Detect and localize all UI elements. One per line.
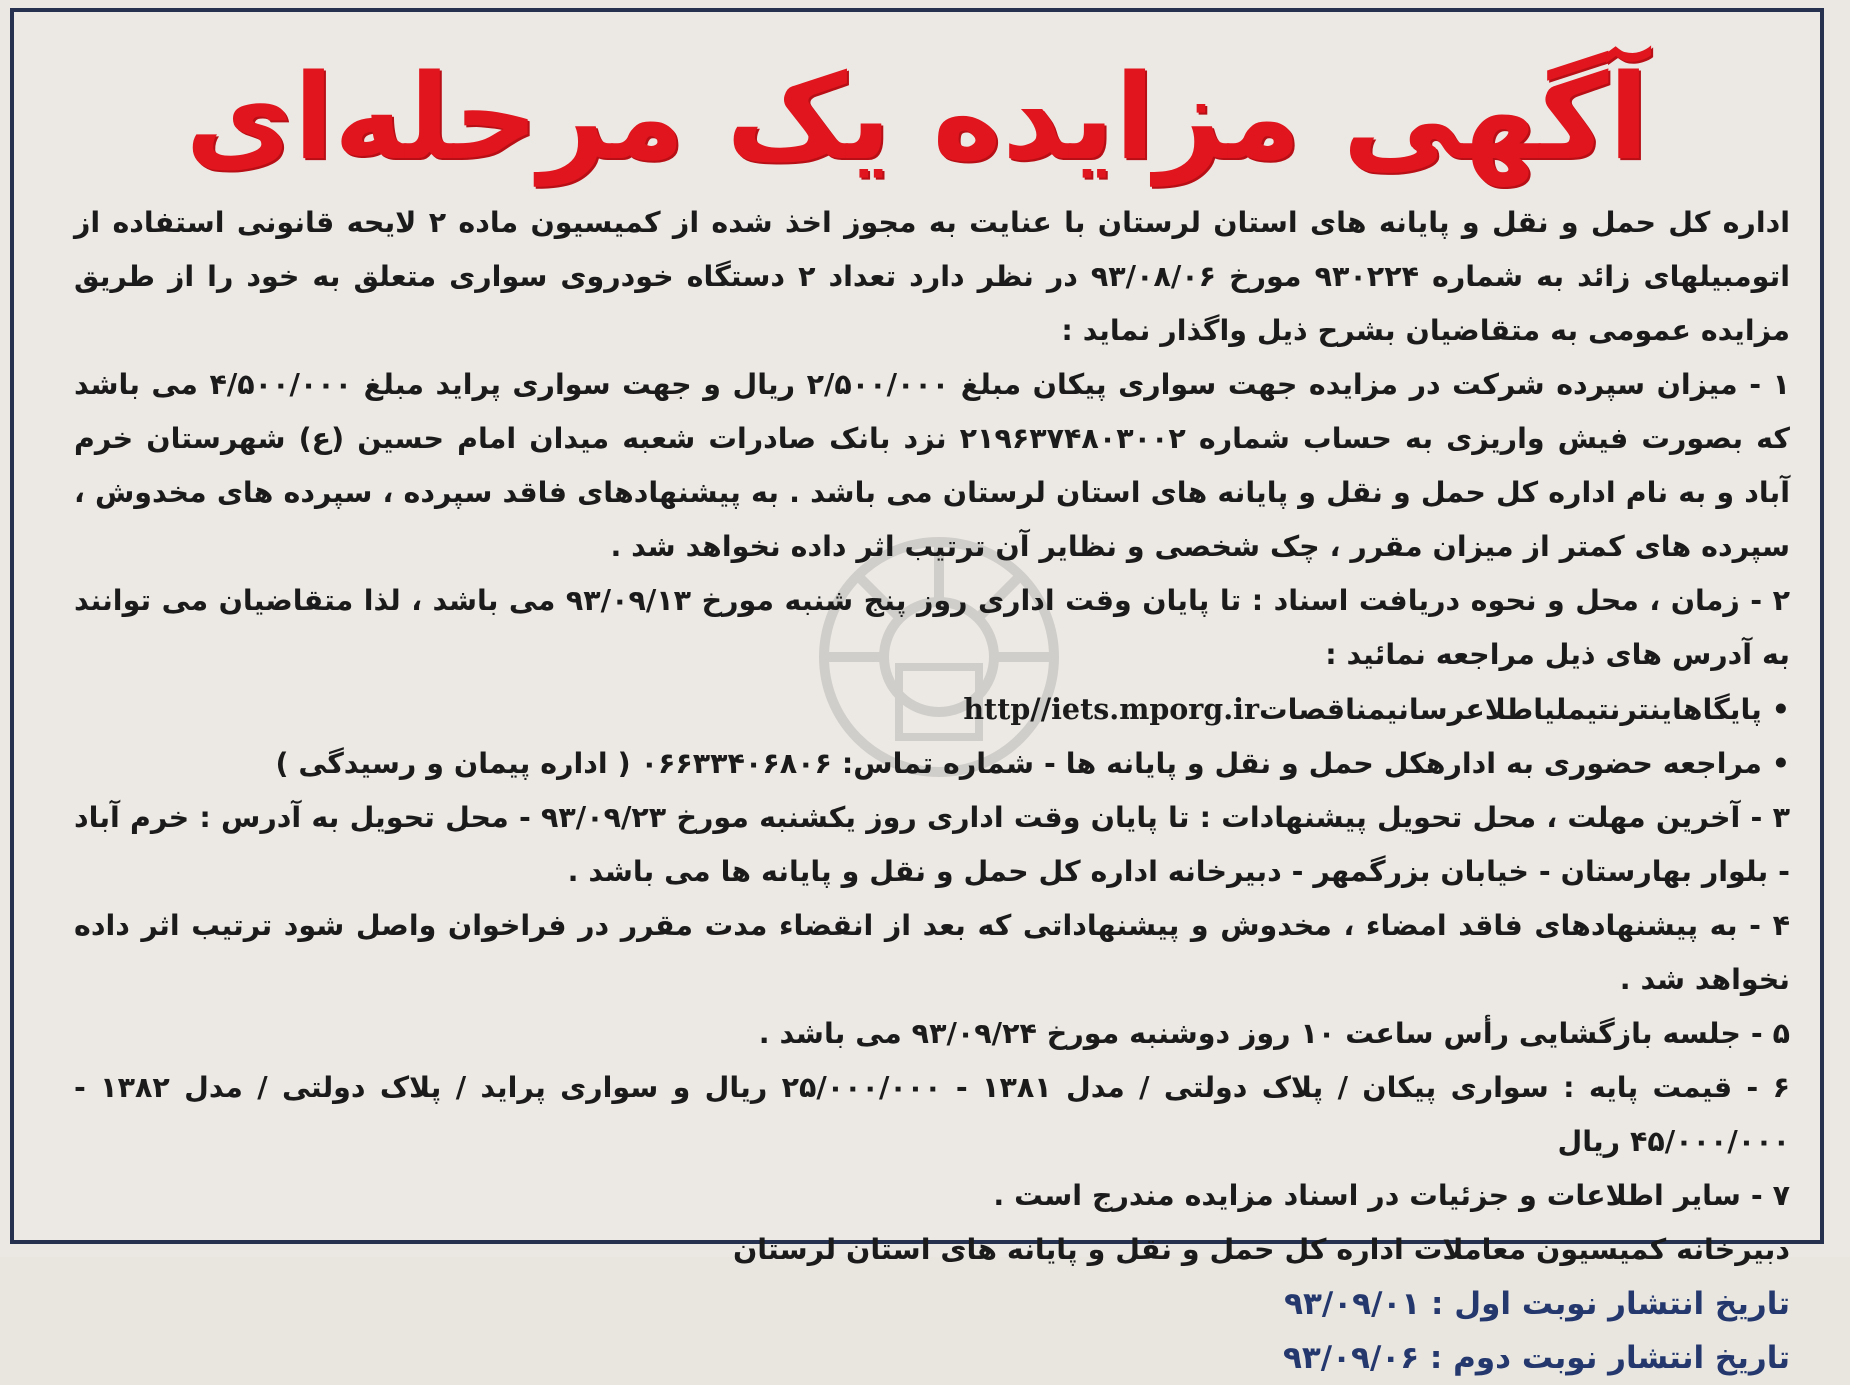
item-1: ۱ - میزان سپرده شرکت در مزایده جهت سواری پیکان مبلغ ۲/۵۰۰/۰۰۰ ریال و جهت سواری پراید مبلغ ۴/۵۰۰/۰۰۰ می باشد که بصورت فیش واریزی به حساب شماره ۲۱۹۶۳۷۴۸۰۳۰۰۲ نزد بانک صادرات شعبه میدان امام حسین (ع) شهرستان خرم آباد و به نام اداره کل حمل و نقل و پایانه های استان لرستان می باشد . به پیشنهادهای فاقد سپرده ، سپرده های مخدوش ، سپرده های کمتر از میزان مقرر ، چک شخصی و نظایر آن ترتیب اثر داده نخواهد شد . bbox=[74, 368, 1791, 563]
bullet-website bbox=[74, 682, 1790, 737]
bullet-in-person: • مراجعه حضوری به ادارهکل حمل و نقل و پایانه ها - شماره تماس: ۰۶۶۳۳۴۰۶۸۰۶ ( اداره پیمان و رسیدگی ) bbox=[275, 747, 1790, 780]
item-3: ۳ - آخرین مهلت ، محل تحویل پیشنهادات : تا پایان وقت اداری روز یکشنبه مورخ ۹۳/۰۹/۲۳ - محل تحویل به آدرس : خرم آباد - بلوار بهارستان - خیابان بزرگمهر - دبیرخانه اداره کل حمل و نقل و پایانه ها می باشد . bbox=[74, 801, 1790, 888]
website-url[interactable]: http//iets.mporg.ir bbox=[963, 692, 1259, 726]
notice-frame bbox=[10, 8, 1824, 1376]
item-6: ۶ - قیمت پایه : سواری پیکان / پلاک دولتی / مدل ۱۳۸۱ - ۲۵/۰۰۰/۰۰۰ ریال و سواری پراید / پلاک دولتی / مدل ۱۳۸۲ - ۴۵/۰۰۰/۰۰۰ ریال bbox=[74, 1071, 1790, 1158]
intro-paragraph: اداره کل حمل و نقل و پایانه های استان لرستان با عنایت به مجوز اخذ شده از کمیسیون ماده ۲ لایحه قانونی استفاده از اتومبیلهای زائد به شماره ۹۳۰۲۲۴ مورخ ۹۳/۰۸/۰۶ در نظر دارد تعداد ۲ دستگاه خودروی سواری متعلق به خود را از طریق مزایده عمومی به متقاضیان بشرح ذیل واگذار نماید : bbox=[74, 206, 1790, 347]
publish-date-first: تاریخ انتشار نوبت اول : ۹۳/۰۹/۰۱ bbox=[1284, 1286, 1790, 1322]
notice-title: آگهی مزایده یک مرحله‌ای bbox=[185, 48, 1649, 186]
publish-date-second: تاریخ انتشار نوبت دوم : ۹۳/۰۹/۰۶ bbox=[1282, 1340, 1790, 1376]
item-5: ۵ - جلسه بازگشایی رأس ساعت ۱۰ روز دوشنبه مورخ ۹۳/۰۹/۲۴ می باشد . bbox=[758, 1017, 1790, 1050]
signature: دبیرخانه کمیسیون معاملات اداره کل حمل و نقل و پایانه های استان لرستان bbox=[732, 1233, 1790, 1266]
bullet-website-label: • پایگاهاینترنتیملیاطلاعرسانیمناقصات bbox=[1259, 693, 1790, 726]
item-4: ۴ - به پیشنهادهای فاقد امضاء ، مخدوش و پیشنهاداتی که بعد از انقضاء مدت مقرر در فراخوان واصل شود ترتیب اثر داده نخواهد شد . bbox=[74, 909, 1790, 996]
notice-body bbox=[74, 196, 1790, 1385]
item-7: ۷ - سایر اطلاعات و جزئیات در اسناد مزایده مندرج است . bbox=[993, 1179, 1790, 1212]
item-2: ۲ - زمان ، محل و نحوه دریافت اسناد : تا پایان وقت اداری روز پنج شنبه مورخ ۹۳/۰۹/۱۳ می باشد ، لذا متقاضیان می توانند به آدرس های ذیل مراجعه نمائید : bbox=[74, 584, 1790, 671]
